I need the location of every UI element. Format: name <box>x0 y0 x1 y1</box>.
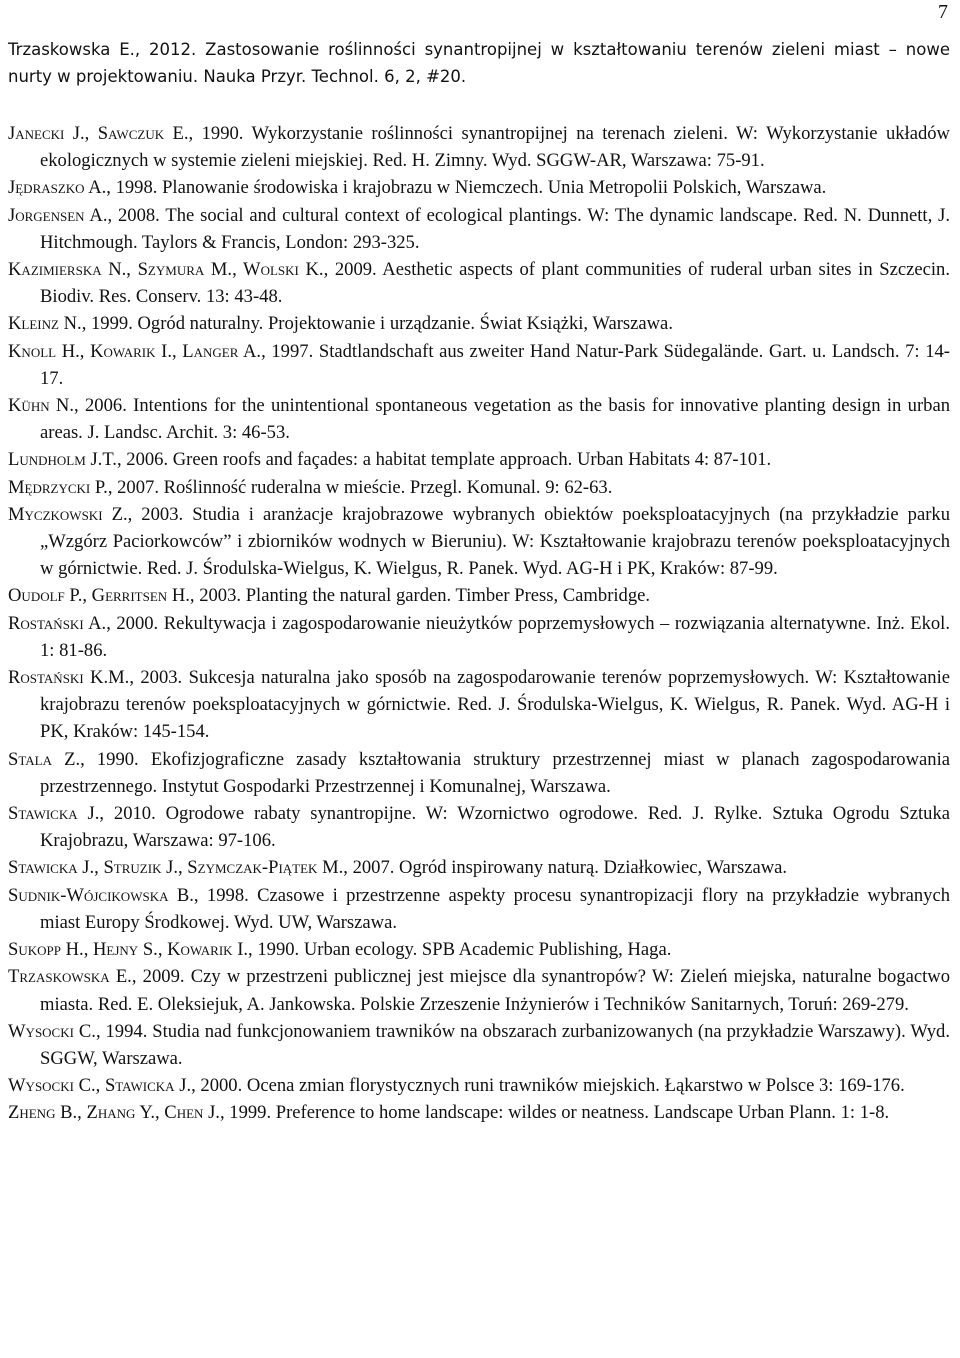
reference-authors: Kühn N. <box>8 395 75 417</box>
reference-authors: Sukopp H., Hejny S., Kowarik I. <box>8 939 249 961</box>
reference-details: , 2008. The social and cultural context of ecological plantings. W: The dynamic landscape. Red. N. Dunnett, J. Hitchmough. Taylors & Francis, London: 293-325. <box>40 204 950 253</box>
reference-details: , 1990. Wykorzystanie roślinności synantropijnej na terenach zieleni. W: Wykorzystanie układów ekologicznych w systemie zieleni miejskiej. Red. H. Zimny. Wyd. SGGW-AR, Warszawa: 75-91. <box>40 123 950 172</box>
reference-entry <box>8 936 950 963</box>
reference-details: , 2003. Sukcesja naturalna jako sposób na zagospodarowanie terenów poprzemysłowych. W: Kształtowanie krajobrazu terenów poeksploatacyjnych w górnictwie. Red. J. Środulska-Wielgus, K. Wielgus, R. Panek. Wyd. AG-H i PK, Kraków: 145-154. <box>40 667 950 743</box>
reference-entry <box>8 120 950 174</box>
reference-details: , 2009. Aesthetic aspects of plant communities of ruderal urban sites in Szczecin. Biodiv. Res. Conserv. 13: 43-48. <box>40 259 950 308</box>
reference-entry <box>8 1018 950 1072</box>
reference-entry <box>8 610 950 664</box>
reference-entry <box>8 310 950 337</box>
reference-entry <box>8 882 950 936</box>
reference-authors: Stawicka J. <box>8 803 100 825</box>
running-header-citation: Trzaskowska E., 2012. Zastosowanie roślinności synantropijnej w kształtowaniu terenów zieleni miast – nowe nurty w projektowaniu. Nauka Przyr. Technol. 6, 2, #20. <box>8 40 950 86</box>
reference-details: , 1990. Ekofizjograficzne zasady kształtowania struktury przestrzennej miast w planach zagospodarowania przestrzennego. Instytut Gospodarki Przestrzennej i Komunalnej, Warszawa. <box>40 748 950 797</box>
reference-entry <box>8 174 950 201</box>
reference-details: , 1999. Preference to home landscape: wildes or neatness. Landscape Urban Plann. 1: 1-8. <box>219 1102 890 1124</box>
reference-entry <box>8 202 950 256</box>
reference-details: , 2000. Rekultywacja i zagospodarowanie nieużytków poprzemysłowych – rozwiązania alternatywne. Inż. Ekol. 1: 81-86. <box>40 612 950 661</box>
reference-authors: Trzaskowska E. <box>8 966 132 988</box>
reference-entry <box>8 1072 950 1099</box>
reference-details: , 1998. Planowanie środowiska i krajobrazu w Niemczech. Unia Metropolii Polskich, Warszawa. <box>106 177 827 199</box>
reference-authors: Knoll H., Kowarik I., Langer A. <box>8 340 262 362</box>
reference-entry <box>8 338 950 392</box>
reference-details: , 2007. Roślinność ruderalna w mieście. Przegl. Komunal. 9: 62-63. <box>107 476 613 498</box>
reference-entry <box>8 1099 950 1126</box>
reference-authors: Jędraszko A. <box>8 177 107 199</box>
reference-authors: Lundholm J.T. <box>8 449 117 471</box>
reference-authors: Jorgensen A. <box>8 204 108 226</box>
reference-details: , 2003. Planting the natural garden. Timber Press, Cambridge. <box>189 585 651 607</box>
reference-entry <box>8 746 950 800</box>
reference-details: , 2006. Green roofs and façades: a habitat template approach. Urban Habitats 4: 87-101. <box>116 449 772 471</box>
reference-entry <box>8 392 950 446</box>
reference-details: , 1997. Stadtlandschaft aus zweiter Hand Natur-Park Südegalände. Gart. u. Landsch. 7: 14-17. <box>40 340 951 389</box>
reference-authors: Rostański A. <box>8 612 107 634</box>
reference-details: , 2007. Ogród inspirowany naturą. Działkowiec, Warszawa. <box>343 857 788 879</box>
reference-authors: Kleinz N. <box>8 313 82 335</box>
reference-authors: Oudolf P., Gerritsen H. <box>8 585 190 607</box>
reference-details: , 1990. Urban ecology. SPB Academic Publishing, Haga. <box>248 939 672 961</box>
reference-authors: Stala Z. <box>8 748 81 770</box>
reference-details: , 2006. Intentions for the unintentional spontaneous vegetation as the basis for innovative planting design in urban areas. J. Landsc. Archit. 3: 46-53. <box>40 395 950 444</box>
reference-authors: Wysocki C., Stawicka J. <box>8 1075 192 1097</box>
reference-entry <box>8 664 950 746</box>
reference-details: , 2000. Ocena zmian florystycznych runi trawników miejskich. Łąkarstwo w Polsce 3: 169-176. <box>191 1075 905 1097</box>
reference-entry <box>8 256 950 310</box>
reference-authors: Mędrzycki P. <box>8 476 108 498</box>
reference-entry <box>8 854 950 881</box>
reference-authors: Sudnik-Wójcikowska B. <box>8 884 194 906</box>
page-number: 7 <box>938 1 948 23</box>
reference-entry <box>8 501 950 583</box>
reference-details: , 1994. Studia nad funkcjonowaniem trawników na obszarach zurbanizowanych (na przykładzie Warszawy). Wyd. SGGW, Warszawa. <box>40 1020 950 1069</box>
reference-authors: Myczkowski Z. <box>8 503 128 525</box>
reference-authors: Janecki J., Sawczuk E. <box>8 123 189 144</box>
reference-details: , 1999. Ogród naturalny. Projektowanie i urządzanie. Świat Książki, Warszawa. <box>81 313 673 335</box>
reference-details: , 2009. Czy w przestrzeni publicznej jest miejsce dla synantropów? W: Zieleń miejska, naturalne bogactwo miasta. Red. E. Oleksiejuk, A. Jankowska. Polskie Zrzeszenie Inżynierów i Techników Sanitarnych, Toruń: 269-279. <box>40 966 951 1015</box>
reference-entry <box>8 800 950 854</box>
reference-authors: Stawicka J., Struzik J., Szymczak-Piątek M. <box>8 857 344 879</box>
reference-entry <box>8 474 950 501</box>
reference-authors: Rostański K.M. <box>8 667 130 689</box>
reference-details: , 2010. Ogrodowe rabaty synantropijne. W: Wzornictwo ogrodowe. Red. J. Rylke. Sztuka Ogrodu Sztuka Krajobrazu, Warszawa: 97-106. <box>40 803 950 852</box>
reference-authors: Kazimierska N., Szymura M., Wolski K. <box>8 259 324 281</box>
reference-details: , 1998. Czasowe i przestrzenne aspekty procesu synantropizacji flory na przykładzie wybranych miast Europy Środkowej. Wyd. UW, Warszawa. <box>40 884 950 933</box>
reference-entry <box>8 446 950 473</box>
reference-authors: Wysocki C. <box>8 1020 96 1042</box>
reference-entry <box>8 582 950 609</box>
reference-list <box>8 120 950 1127</box>
reference-entry <box>8 963 950 1017</box>
reference-authors: Zheng B., Zhang Y., Chen J. <box>8 1102 220 1124</box>
reference-details: , 2003. Studia i aranżacje krajobrazowe wybranych obiektów poeksploatacyjnych (na przykładzie parku „Wzgórz Paciorkowców” i zbiorników wodnych w Bieruniu). W: Kształtowanie krajobrazu terenów poeksploatacyjnych w górnictwie. Red. J. Środulska-Wielgus, K. Wielgus, R. Panek. Wyd. AG-H i PK, Kraków: 87-99. <box>40 503 950 580</box>
